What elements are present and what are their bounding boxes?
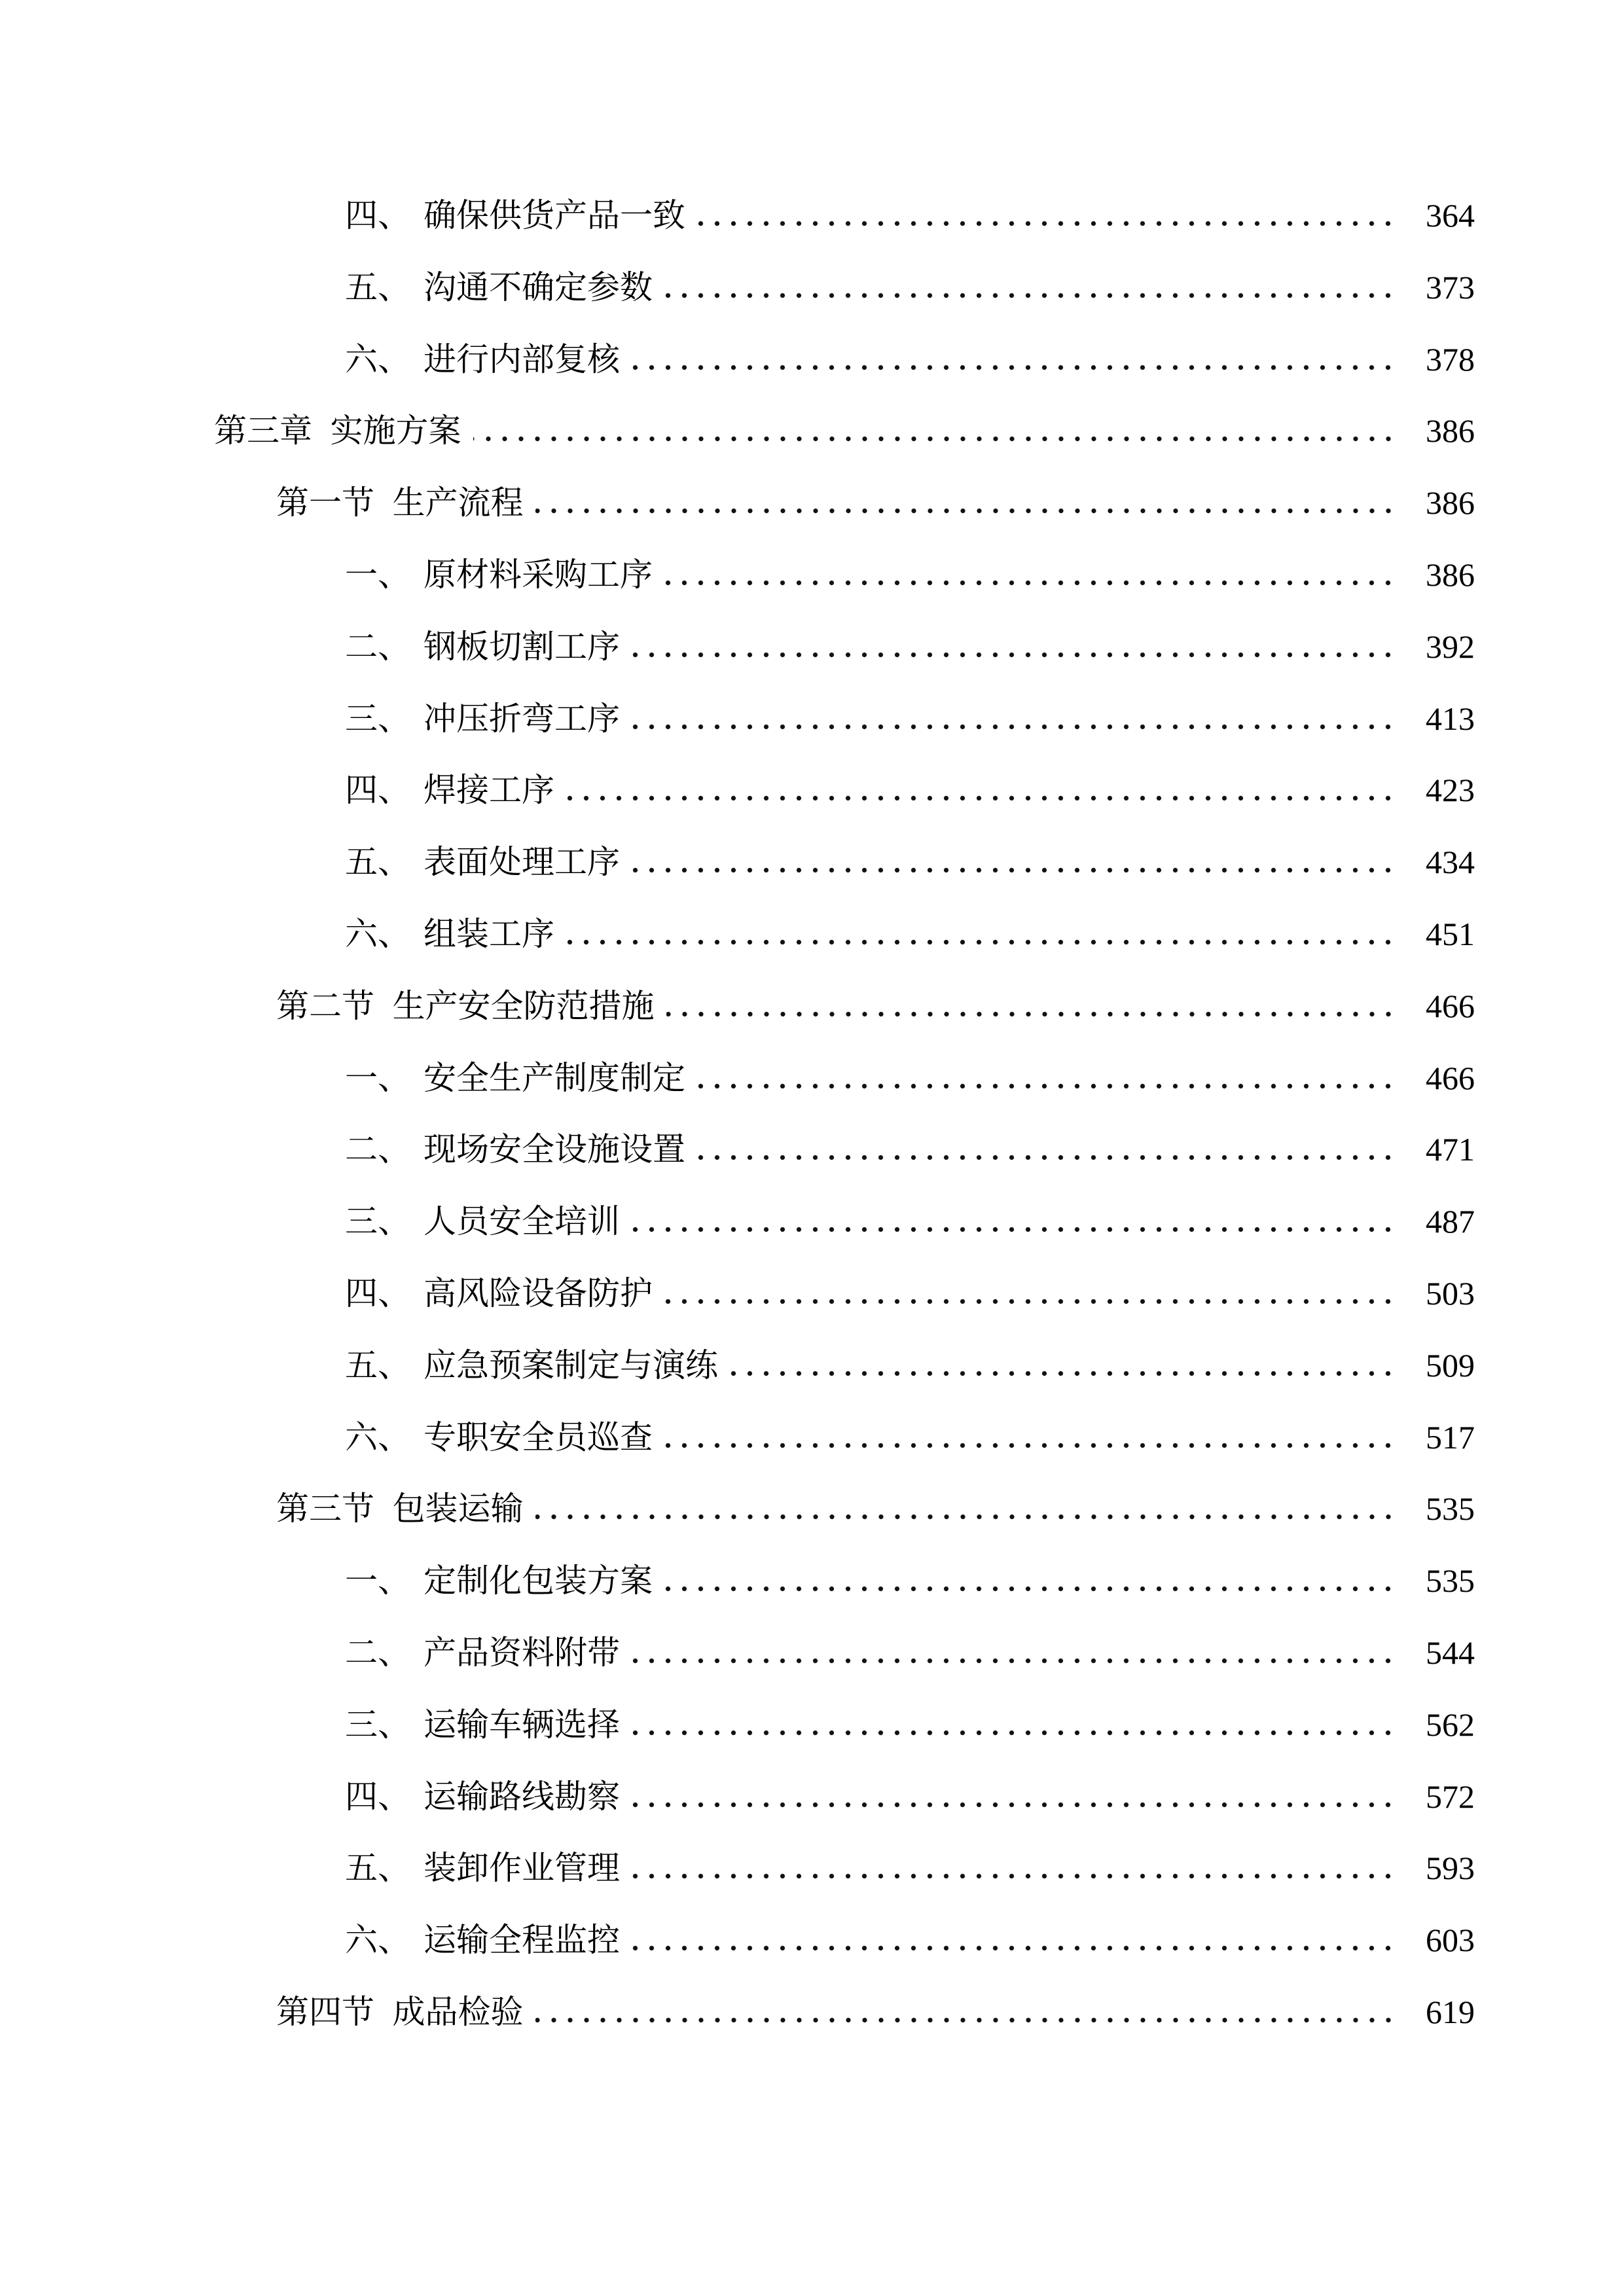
entry-label: 装卸作业管理 (424, 1850, 620, 1887)
dot-leader (730, 1371, 1396, 1376)
toc-entry (0, 1833, 1475, 1905)
entry-page: 572 (1426, 1778, 1475, 1815)
entry-num: 五、 (345, 1850, 410, 1887)
dot-leader (632, 365, 1396, 370)
entry-num: 四、 (345, 1274, 410, 1312)
toc-entry (0, 1330, 1475, 1402)
toc-entry (0, 1114, 1475, 1186)
toc-entry (0, 324, 1475, 396)
entry-label: 高风险设备防护 (424, 1274, 653, 1312)
entry-page: 413 (1426, 700, 1475, 737)
toc-entry (0, 1545, 1475, 1617)
entry-page: 471 (1426, 1131, 1475, 1168)
entry-page: 386 (1426, 412, 1475, 450)
entry-num: 二、 (345, 628, 410, 665)
entry-num: 三、 (345, 1203, 410, 1240)
entry-num: 六、 (345, 1418, 410, 1456)
entry-label: 组装工序 (424, 915, 554, 952)
entry-page: 503 (1426, 1274, 1475, 1312)
entry-label: 沟通不确定参数 (424, 268, 653, 306)
entry-page: 535 (1426, 1562, 1475, 1600)
toc-entry (0, 1905, 1475, 1977)
entry-num: 六、 (345, 340, 410, 378)
entry-num: 五、 (345, 844, 410, 881)
entry-page: 423 (1426, 772, 1475, 809)
entry-label: 第一节 生产流程 (276, 484, 524, 522)
entry-num: 四、 (345, 772, 410, 809)
dot-leader (632, 652, 1396, 658)
dot-leader (664, 580, 1396, 586)
entry-page: 544 (1426, 1634, 1475, 1671)
entry-page: 593 (1426, 1850, 1475, 1887)
entry-page: 373 (1426, 268, 1475, 306)
entry-label: 钢板切割工序 (424, 628, 620, 665)
dot-leader (535, 508, 1397, 514)
entry-page: 451 (1426, 915, 1475, 952)
dot-leader (535, 2017, 1397, 2023)
entry-label: 运输全程监控 (424, 1922, 620, 1959)
toc-entry (0, 1043, 1475, 1115)
toc-list (0, 180, 1624, 2049)
toc-entry (0, 899, 1475, 971)
dot-leader (632, 1873, 1396, 1879)
dot-leader (697, 1083, 1396, 1089)
toc-entry (0, 1617, 1475, 1689)
dot-leader (697, 1155, 1396, 1160)
entry-num: 四、 (345, 197, 410, 234)
entry-label: 确保供货产品一致 (424, 197, 685, 234)
dot-leader (664, 1586, 1396, 1592)
entry-page: 378 (1426, 340, 1475, 378)
toc-entry (0, 611, 1475, 683)
toc-entry (0, 395, 1475, 467)
dot-leader (697, 221, 1396, 226)
entry-page: 434 (1426, 844, 1475, 881)
dot-leader (664, 1443, 1396, 1448)
dot-leader (632, 867, 1396, 873)
entry-num: 五、 (345, 268, 410, 306)
dot-leader (632, 724, 1396, 730)
entry-num: 三、 (345, 1706, 410, 1743)
toc-entry (0, 1258, 1475, 1330)
entry-page: 535 (1426, 1490, 1475, 1528)
toc-entry (0, 1689, 1475, 1761)
entry-label: 定制化包装方案 (424, 1562, 653, 1600)
entry-label: 第三节 包装运输 (276, 1490, 524, 1528)
entry-num: 二、 (345, 1131, 410, 1168)
entry-label: 产品资料附带 (424, 1634, 620, 1671)
entry-label: 第二节 生产安全防范措施 (276, 987, 655, 1024)
dot-leader (632, 1730, 1396, 1736)
entry-page: 619 (1426, 1993, 1475, 2030)
entry-num: 一、 (345, 556, 410, 593)
toc-entry (0, 467, 1475, 539)
entry-page: 466 (1426, 1059, 1475, 1096)
dot-leader (473, 436, 1397, 442)
entry-label: 进行内部复核 (424, 340, 620, 378)
entry-page: 466 (1426, 987, 1475, 1024)
dot-leader (666, 1011, 1397, 1017)
entry-label: 原材料采购工序 (424, 556, 653, 593)
entry-num: 一、 (345, 1562, 410, 1600)
entry-page: 603 (1426, 1922, 1475, 1959)
dot-leader (632, 1227, 1396, 1232)
entry-label: 冲压折弯工序 (424, 700, 620, 737)
entry-page: 392 (1426, 628, 1475, 665)
toc-entry (0, 1977, 1475, 2049)
entry-num: 五、 (345, 1346, 410, 1384)
entry-num: 二、 (345, 1634, 410, 1671)
entry-label: 应急预案制定与演练 (424, 1346, 718, 1384)
entry-label: 运输路线勘察 (424, 1778, 620, 1815)
entry-label: 专职安全员巡查 (424, 1418, 653, 1456)
dot-leader (664, 1299, 1396, 1304)
entry-num: 三、 (345, 700, 410, 737)
dot-leader (535, 1514, 1397, 1520)
dot-leader (632, 1945, 1396, 1951)
toc-entry (0, 683, 1475, 755)
entry-page: 386 (1426, 484, 1475, 522)
entry-num: 六、 (345, 915, 410, 952)
dot-leader (566, 939, 1396, 945)
toc-entry (0, 827, 1475, 899)
entry-page: 364 (1426, 197, 1475, 234)
dot-leader (566, 795, 1396, 801)
toc-entry (0, 1473, 1475, 1545)
entry-label: 焊接工序 (424, 772, 554, 809)
toc-entry (0, 1402, 1475, 1474)
toc-entry (0, 539, 1475, 611)
toc-entry (0, 1761, 1475, 1833)
entry-page: 517 (1426, 1418, 1475, 1456)
dot-leader (632, 1658, 1396, 1664)
entry-num: 四、 (345, 1778, 410, 1815)
entry-page: 487 (1426, 1203, 1475, 1240)
toc-entry (0, 1186, 1475, 1258)
toc-entry (0, 252, 1475, 324)
entry-label: 第四节 成品检验 (276, 1993, 524, 2030)
entry-label: 人员安全培训 (424, 1203, 620, 1240)
dot-leader (632, 1802, 1396, 1808)
dot-leader (664, 293, 1396, 298)
entry-label: 现场安全设施设置 (424, 1131, 685, 1168)
entry-label: 表面处理工序 (424, 844, 620, 881)
entry-label: 运输车辆选择 (424, 1706, 620, 1743)
toc-entry (0, 180, 1475, 252)
entry-page: 562 (1426, 1706, 1475, 1743)
entry-page: 386 (1426, 556, 1475, 593)
toc-entry (0, 971, 1475, 1043)
entry-label: 安全生产制度制定 (424, 1059, 685, 1096)
entry-num: 六、 (345, 1922, 410, 1959)
entry-page: 509 (1426, 1346, 1475, 1384)
entry-num: 一、 (345, 1059, 410, 1096)
toc-entry (0, 755, 1475, 827)
entry-label: 第三章 实施方案 (214, 412, 461, 450)
